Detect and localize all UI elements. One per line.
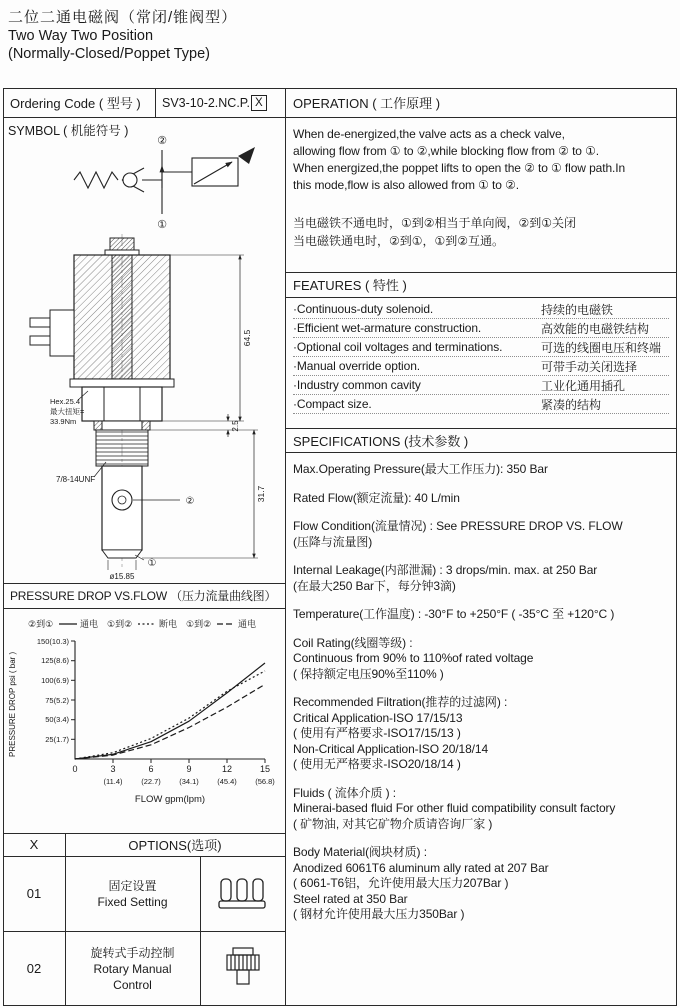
top-nut <box>110 238 134 250</box>
page-title-en-1: Two Way Two Position <box>8 28 154 44</box>
page-title-zh: 二位二通电磁阀（常闭/锥阀型） <box>8 9 238 26</box>
ordering-code-option-box: X <box>251 95 267 111</box>
valve-symbol-graphics <box>74 147 255 214</box>
legend-route-3: ①到② <box>186 619 212 629</box>
chart-series-2 <box>75 671 265 759</box>
spec-block-max-operating-pressure <box>293 462 673 478</box>
armature-core <box>112 255 132 379</box>
thread-section <box>96 430 148 466</box>
feature-row <box>293 376 669 395</box>
connector-housing <box>50 310 74 356</box>
rotary-manual-knob-icon <box>222 946 264 992</box>
pressure-chart-svg <box>3 611 285 832</box>
ordering-code-label: Ordering Code ( 型号 ) <box>10 96 141 111</box>
spec-block-body-material <box>293 845 673 923</box>
feature-en: ·Manual override option. <box>293 359 421 373</box>
operation-line: When de-energized,the valve acts as a check valve, <box>293 127 565 141</box>
y-tick-label: 25(1.7) <box>45 735 69 744</box>
spec-line: Fluids ( 流体介质 ) : <box>293 785 396 800</box>
dim-gap-label: 2.5 <box>231 420 240 432</box>
spec-line: Continuous from 90% to 110%of rated voltage <box>293 651 534 665</box>
feature-zh: 工业化通用插孔 <box>541 378 626 393</box>
spec-line: Max.Operating Pressure(最大工作压力): 350 Bar <box>293 462 548 476</box>
spec-line: ( 6061-T6铝，允许使用最大压力207Bar ) <box>293 876 509 890</box>
operation-line-zh: 当电磁铁不通电时，①到②相当于单向阀，②到①关闭 <box>293 216 577 230</box>
page-header <box>8 8 237 63</box>
feature-zh: 可选的线圈电压和终端 <box>541 340 662 355</box>
drawing-port-1-label: ① <box>147 558 157 569</box>
valve-drawing-svg <box>10 234 280 581</box>
operation-title: OPERATION ( 工作原理 ) <box>293 96 441 111</box>
option-desc-line: 固定设置 <box>108 878 157 893</box>
feature-zh: 高效能的电磁铁结构 <box>541 321 650 336</box>
legend-state-2: 断电 <box>159 619 178 629</box>
feature-zh: 紧凑的结构 <box>541 397 602 412</box>
feature-en: ·Compact size. <box>293 397 372 411</box>
spec-line: ( 矿物油, 对其它矿物介质请咨询厂家 ) <box>293 816 493 831</box>
operation-line: When energized,the poppet lifts to open the ② to ① flow path.In <box>293 161 626 175</box>
spade-terminal <box>30 336 50 345</box>
ordering-code-text: SV3-10-2.NC.P. <box>162 95 251 110</box>
hex-nut <box>82 387 162 421</box>
x-axis-tick-labels <box>72 764 270 774</box>
spec-line: Non-Critical Application-ISO 20/18/14 <box>293 741 489 756</box>
specifications-title: SPECIFICATIONS (技术参数 ) <box>293 433 469 449</box>
specifications-content <box>293 462 673 936</box>
y-tick-label: 150(10.3) <box>36 637 69 646</box>
drawing-port-2-label: ② <box>185 496 195 507</box>
spring-symbol <box>74 172 118 188</box>
x-tick-label: 12 <box>221 764 233 774</box>
feature-en: ·Industry common cavity <box>293 378 421 392</box>
operation-text-en <box>293 126 673 194</box>
spec-line: Critical Application-ISO 17/15/13 <box>293 710 463 725</box>
hex-size-label: Hex.25.4 <box>50 397 81 406</box>
poppet-ball-symbol <box>123 173 137 187</box>
spec-block-internal-leakage <box>293 563 673 594</box>
divider <box>285 88 286 1006</box>
x-tick-label: 3 <box>110 764 116 774</box>
feature-row <box>293 300 669 319</box>
option-code-02: 02 <box>26 961 42 976</box>
spec-line: Rated Flow(额定流量): 40 L/min <box>293 490 460 505</box>
x-tick-sublabel: (11.4) <box>103 777 123 786</box>
feature-row <box>293 357 669 376</box>
page-title-en-2: (Normally-Closed/Poppet Type) <box>8 46 211 62</box>
spec-line: ( 使用有严格要求-ISO17/15/13 ) <box>293 726 461 740</box>
hex-torque-label: 最大扭矩= <box>50 407 85 416</box>
spec-line: Temperature(工作温度) : -30°F to +250°F ( -35°C 至 +120°C ) <box>293 607 615 621</box>
spec-block-coil-rating <box>293 636 673 683</box>
chart-curves <box>75 663 265 759</box>
chart-axes <box>75 641 265 759</box>
symbol-label: SYMBOL ( 机能符号 ) <box>8 124 129 138</box>
symbol-port-1-label: ① <box>157 219 167 231</box>
chart-series-1 <box>75 663 265 759</box>
o-ring <box>142 421 150 430</box>
spec-line: ( 使用无严格要求-ISO20/18/14 ) <box>293 757 461 771</box>
spec-block-flow-condition <box>293 519 673 550</box>
operation-line-zh: 当电磁铁通电时，②到①，①到②互通。 <box>293 234 505 248</box>
option-desc-line: Control <box>113 977 152 992</box>
spec-line: (压降与流量图) <box>293 534 373 549</box>
operation-line: this mode,flow is also allowed from ① to ②. <box>293 178 519 192</box>
options-header-x: X <box>29 837 39 852</box>
spec-line: Coil Rating(线圈等级) : <box>293 635 413 650</box>
x-tick-sublabel: (34.1) <box>179 777 199 786</box>
hex-torque-value: 33.9Nm <box>50 417 77 426</box>
legend-state-1: 通电 <box>80 619 99 629</box>
spade-terminal <box>30 318 50 327</box>
feature-en: ·Optional coil voltages and terminations. <box>293 340 503 354</box>
x-axis-tick-sublabels <box>103 777 275 786</box>
operation-text-zh <box>293 214 673 250</box>
divider <box>3 117 677 118</box>
x-tick-label: 6 <box>148 764 154 774</box>
legend-route-2: ①到② <box>107 619 133 629</box>
ordering-code-value <box>155 88 285 117</box>
option-code-01: 01 <box>26 886 42 901</box>
option-desc-02 <box>65 931 200 1006</box>
legend-state-3: 通电 <box>238 619 257 629</box>
spec-line: Minerai-based fluid For other fluid compatibility consult factory <box>293 801 616 815</box>
option-desc-line: 旋转式手动控制 <box>90 945 175 960</box>
spec-line: Recommended Filtration(推荐的过滤网) : <box>293 695 508 709</box>
option-desc-01 <box>65 856 200 931</box>
spec-line: Steel rated at 350 Bar <box>293 891 408 906</box>
operation-line: allowing flow from ① to ②,while blocking flow from ② to ①. <box>293 144 600 158</box>
feature-en: ·Efficient wet-armature construction. <box>293 321 482 335</box>
spec-line: (在最大250 Bar下，每分钟3滴) <box>293 578 456 593</box>
x-axis-title: FLOW gpm(lpm) <box>134 794 206 805</box>
fixed-setting-icon <box>218 876 268 912</box>
divider <box>285 452 677 453</box>
spec-block-recommended-filtration <box>293 695 673 773</box>
symbol-port-2-label: ② <box>157 135 167 147</box>
x-tick-label: 15 <box>259 764 271 774</box>
pressure-section-title: PRESSURE DROP VS.FLOW （压力流量曲线图） <box>10 589 277 603</box>
option-desc-line: Rotary Manual <box>93 961 172 976</box>
x-tick-sublabel: (22.7) <box>141 777 161 786</box>
y-tick-label: 50(3.4) <box>45 715 69 724</box>
y-tick-label: 75(5.2) <box>45 696 69 705</box>
cross-hole-port <box>112 490 132 510</box>
x-tick-sublabel: (56.8) <box>255 777 275 786</box>
nose-diameter-label: ø15.85 <box>109 572 135 581</box>
feature-row <box>293 395 669 414</box>
y-tick-label: 100(6.9) <box>41 676 69 685</box>
spec-line: Flow Condition(流量情况) : See PRESSURE DROP VS. FLOW <box>293 519 623 533</box>
chart-legend <box>28 618 256 629</box>
x-tick-label: 0 <box>72 764 78 774</box>
divider <box>3 608 285 609</box>
valve-symbol-svg <box>22 130 272 232</box>
spec-line: Anodized 6061T6 aluminum ally rated at 207 Bar <box>293 860 549 875</box>
thread-spec-label: 7/8-14UNF <box>56 475 96 484</box>
option-icon-cell-01 <box>200 856 285 931</box>
x-tick-label: 9 <box>186 764 192 774</box>
dim-cartridge-label: 31.7 <box>256 485 266 503</box>
chart-series-3 <box>75 684 265 759</box>
features-list <box>293 300 669 414</box>
spec-line: ( 钢材允许使用最大压力350Bar ) <box>293 907 465 921</box>
features-title: FEATURES ( 特性 ) <box>293 278 407 293</box>
feature-row <box>293 319 669 338</box>
solenoid-flag-symbol <box>238 147 255 164</box>
option-desc-line: Fixed Setting <box>97 894 168 909</box>
y-axis-tick-labels <box>37 637 70 744</box>
spec-line: Internal Leakage(内部泄漏) : 3 drops/min. max. at 250 Bar <box>293 563 598 577</box>
option-icon-cell-02 <box>200 931 285 1006</box>
o-ring <box>94 421 102 430</box>
divider <box>285 297 677 298</box>
spec-line: Body Material(阀块材质) : <box>293 845 427 859</box>
feature-zh: 可带手动关闭选择 <box>541 359 638 374</box>
y-axis-title: PRESSURE DROP psi ( bar ) <box>8 651 17 757</box>
spec-block-temperature <box>293 607 673 623</box>
y-tick-label: 125(8.6) <box>41 656 69 665</box>
options-header-label: OPTIONS(选项) <box>128 838 222 853</box>
spec-block-fluids <box>293 786 673 833</box>
feature-en: ·Continuous-duty solenoid. <box>293 302 434 316</box>
spec-block-rated-flow <box>293 491 673 507</box>
feature-row <box>293 338 669 357</box>
spec-line: ( 保持额定电压90%至110% ) <box>293 666 444 681</box>
dim-overall-label: 64.5 <box>242 329 252 347</box>
x-tick-sublabel: (45.4) <box>217 777 237 786</box>
feature-zh: 持续的电磁铁 <box>541 302 614 317</box>
legend-route-1: ②到① <box>28 619 54 629</box>
